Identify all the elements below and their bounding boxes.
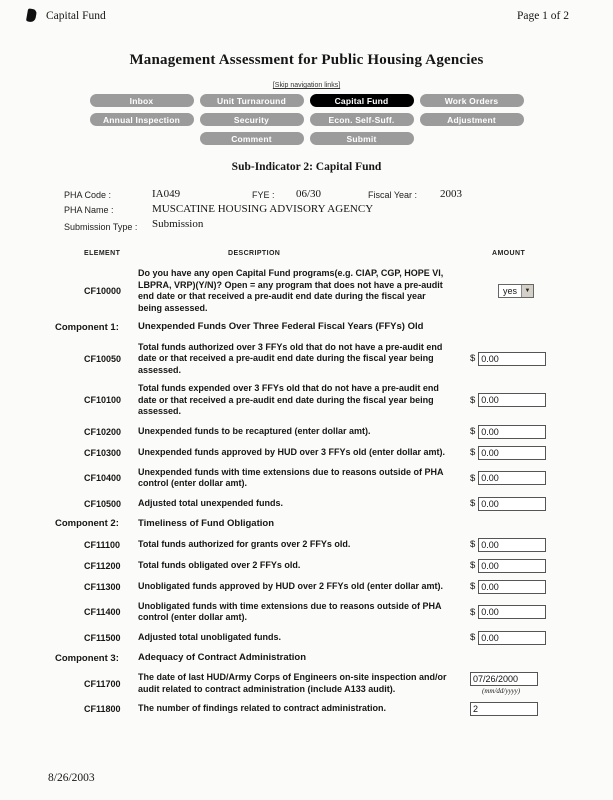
amount-cell bbox=[460, 605, 613, 619]
amount-cell bbox=[460, 393, 613, 407]
element-code: CF10100 bbox=[84, 395, 122, 406]
amount-cell bbox=[460, 284, 613, 298]
element-row bbox=[50, 383, 613, 418]
info-section bbox=[64, 188, 613, 234]
element-code: CF10050 bbox=[84, 353, 122, 364]
element-description: Unobligated funds with time extensions due to reasons outside of PHA control (enter dollar amt). bbox=[138, 600, 442, 623]
element-row bbox=[50, 538, 613, 552]
component-label: Component 1: bbox=[55, 322, 119, 334]
element-description: The number of findings related to contract administration. bbox=[138, 703, 387, 714]
fiscal-year-value: 2003 bbox=[440, 188, 462, 200]
amount-input-cf10100[interactable] bbox=[478, 393, 546, 407]
nav-tab-security[interactable]: Security bbox=[200, 113, 304, 126]
element-code: CF10000 bbox=[84, 286, 122, 297]
element-description: Unexpended funds approved by HUD over 3 FFYs old (enter dollar amt). bbox=[138, 446, 446, 457]
fye-value: 06/30 bbox=[296, 188, 322, 200]
element-row bbox=[50, 342, 613, 377]
component-description: Unexpended Funds Over Three Federal Fiscal Years (FFYs) Old bbox=[138, 321, 424, 333]
element-row bbox=[50, 467, 613, 490]
nav-row bbox=[90, 94, 524, 107]
dollar-sign: $ bbox=[470, 606, 476, 618]
amount-cell bbox=[460, 497, 613, 511]
pha-name-label: PHA Name : bbox=[64, 205, 114, 215]
nav-tab-unit-turnaround[interactable]: Unit Turnaround bbox=[200, 94, 304, 107]
amount-cell bbox=[460, 352, 613, 366]
column-header-amount: AMOUNT bbox=[492, 250, 526, 258]
pha-code-value: IA049 bbox=[152, 188, 181, 200]
dollar-sign: $ bbox=[470, 560, 476, 572]
element-row bbox=[50, 268, 613, 314]
column-header-element: ELEMENT bbox=[84, 250, 121, 258]
number-input-cf11800[interactable] bbox=[470, 702, 538, 716]
component-description: Timeliness of Fund Obligation bbox=[138, 517, 274, 529]
element-description: Unexpended funds to be recaptured (enter dollar amt). bbox=[138, 425, 371, 436]
pha-code-label: PHA Code : bbox=[64, 190, 112, 200]
amount-input-cf10400[interactable] bbox=[478, 471, 546, 485]
nav-tabs bbox=[0, 94, 613, 145]
amount-cell bbox=[460, 672, 613, 695]
dollar-sign: $ bbox=[470, 581, 476, 593]
element-code: CF11300 bbox=[84, 581, 121, 592]
open-programs-select[interactable] bbox=[498, 284, 534, 298]
element-row bbox=[50, 631, 613, 645]
element-code: CF11800 bbox=[84, 704, 121, 715]
fiscal-year-label: Fiscal Year : bbox=[368, 190, 418, 200]
element-row bbox=[50, 580, 613, 594]
form-table bbox=[50, 268, 613, 716]
nav-tab-comment[interactable]: Comment bbox=[200, 132, 304, 145]
pha-name-value: MUSCATINE HOUSING ADVISORY AGENCY bbox=[152, 203, 374, 215]
element-description: Unexpended funds with time extensions due to reasons outside of PHA control (enter dollar amt). bbox=[138, 466, 444, 489]
dollar-sign: $ bbox=[470, 498, 476, 510]
component-row bbox=[50, 518, 613, 530]
nav-tab-capital-fund[interactable]: Capital Fund bbox=[310, 94, 414, 107]
element-description: Do you have any open Capital Fund programs(e.g. CIAP, CGP, HOPE VI, LBPRA, VRP)(Y/N)? Open = any program that does not have a pre-audit end date or that received a pre-audit end date during the fiscal year being assessed. bbox=[138, 268, 444, 313]
dollar-sign: $ bbox=[470, 539, 476, 551]
element-row bbox=[50, 702, 613, 716]
amount-input-cf10300[interactable] bbox=[478, 446, 546, 460]
dollar-sign: $ bbox=[470, 426, 476, 438]
select-value: yes bbox=[503, 286, 518, 297]
submission-type-value: Submission bbox=[152, 218, 204, 230]
amount-input-cf10200[interactable] bbox=[478, 425, 546, 439]
nav-row bbox=[200, 132, 414, 145]
info-row-codes bbox=[64, 188, 613, 200]
table-header-row bbox=[50, 250, 613, 257]
element-row bbox=[50, 559, 613, 573]
amount-input-cf11300[interactable] bbox=[478, 580, 546, 594]
header-page-number: Page 1 of 2 bbox=[516, 10, 569, 22]
element-code: CF11400 bbox=[84, 607, 121, 618]
element-code: CF11100 bbox=[84, 539, 121, 550]
fye-label: FYE : bbox=[252, 190, 275, 200]
element-code: CF10200 bbox=[84, 426, 122, 437]
component-description: Adequacy of Contract Administration bbox=[138, 651, 307, 663]
dollar-sign: $ bbox=[470, 632, 476, 644]
nav-row bbox=[90, 113, 524, 126]
element-code: CF10500 bbox=[84, 498, 122, 509]
component-row bbox=[50, 652, 613, 664]
amount-cell bbox=[460, 580, 613, 594]
nav-tab-submit[interactable]: Submit bbox=[310, 132, 414, 145]
element-row bbox=[50, 425, 613, 439]
amount-input-cf11100[interactable] bbox=[478, 538, 546, 552]
element-code: CF10400 bbox=[84, 473, 122, 484]
nav-tab-econ-self-suff[interactable]: Econ. Self-Suff. bbox=[310, 113, 414, 126]
amount-input-cf11500[interactable] bbox=[478, 631, 546, 645]
info-row-name bbox=[64, 203, 613, 215]
component-label: Component 2: bbox=[55, 518, 119, 530]
element-code: CF11700 bbox=[84, 678, 121, 689]
sub-indicator-title: Sub-Indicator 2: Capital Fund bbox=[231, 161, 382, 173]
skip-navigation bbox=[0, 82, 613, 89]
dollar-sign: $ bbox=[470, 472, 476, 484]
info-row-submission bbox=[64, 218, 613, 234]
component-row bbox=[50, 321, 613, 333]
element-description: Total funds authorized for grants over 2 FFYs old. bbox=[138, 539, 351, 550]
nav-tab-work-orders[interactable]: Work Orders bbox=[420, 94, 524, 107]
date-format-hint: (mm/dd/yyyy) bbox=[482, 687, 521, 696]
element-description: Unobligated funds approved by HUD over 2 FFYs old (enter dollar amt). bbox=[138, 581, 444, 592]
element-description: The date of last HUD/Army Corps of Engineers on-site inspection and/or audit related to contract administration (include A133 audit). bbox=[138, 672, 447, 694]
amount-cell bbox=[460, 702, 613, 716]
header-doc-title: Capital Fund bbox=[46, 10, 106, 22]
submission-type-label: Submission Type : bbox=[64, 222, 138, 232]
element-code: CF10300 bbox=[84, 447, 122, 458]
dropdown-arrow-icon: ▼ bbox=[521, 285, 533, 297]
amount-input-cf10050[interactable] bbox=[478, 352, 546, 366]
amount-cell bbox=[460, 631, 613, 645]
element-description: Adjusted total unexpended funds. bbox=[138, 497, 284, 508]
element-row bbox=[50, 601, 613, 624]
footer-date: 8/26/2003 bbox=[48, 772, 95, 784]
amount-cell bbox=[460, 425, 613, 439]
amount-cell bbox=[460, 559, 613, 573]
page-title: Management Assessment for Public Housing Agencies bbox=[129, 52, 484, 68]
element-description: Total funds obligated over 2 FFYs old. bbox=[138, 560, 301, 571]
element-description: Adjusted total unobligated funds. bbox=[138, 632, 281, 643]
element-description: Total funds expended over 3 FFYs old that do not have a pre-audit end date or that received a pre-audit end date during the fiscal year being assessed. bbox=[138, 383, 439, 417]
amount-cell bbox=[460, 446, 613, 460]
amount-cell bbox=[460, 538, 613, 552]
nav-tab-inbox[interactable]: Inbox bbox=[90, 94, 194, 107]
element-code: CF11200 bbox=[84, 560, 121, 571]
nav-tab-annual-inspection[interactable]: Annual Inspection bbox=[90, 113, 194, 126]
date-input-cf11700[interactable] bbox=[470, 672, 538, 686]
amount-input-cf10500[interactable] bbox=[478, 497, 546, 511]
amount-cell bbox=[460, 471, 613, 485]
amount-input-cf11400[interactable] bbox=[478, 605, 546, 619]
element-row bbox=[50, 672, 613, 695]
element-row bbox=[50, 446, 613, 460]
dollar-sign: $ bbox=[470, 353, 476, 365]
column-header-description: DESCRIPTION bbox=[228, 250, 281, 258]
element-code: CF11500 bbox=[84, 632, 121, 643]
nav-tab-adjustment[interactable]: Adjustment bbox=[420, 113, 524, 126]
element-row bbox=[50, 497, 613, 511]
dollar-sign: $ bbox=[470, 394, 476, 406]
page-header bbox=[0, 0, 613, 22]
skip-navigation-link[interactable]: [Skip navigation links] bbox=[272, 82, 341, 89]
dollar-sign: $ bbox=[470, 447, 476, 459]
amount-input-cf11200[interactable] bbox=[478, 559, 546, 573]
component-label: Component 3: bbox=[55, 652, 119, 664]
element-description: Total funds authorized over 3 FFYs old that do not have a pre-audit end date or that received a pre-audit end date during the fiscal year being assessed. bbox=[138, 341, 443, 375]
